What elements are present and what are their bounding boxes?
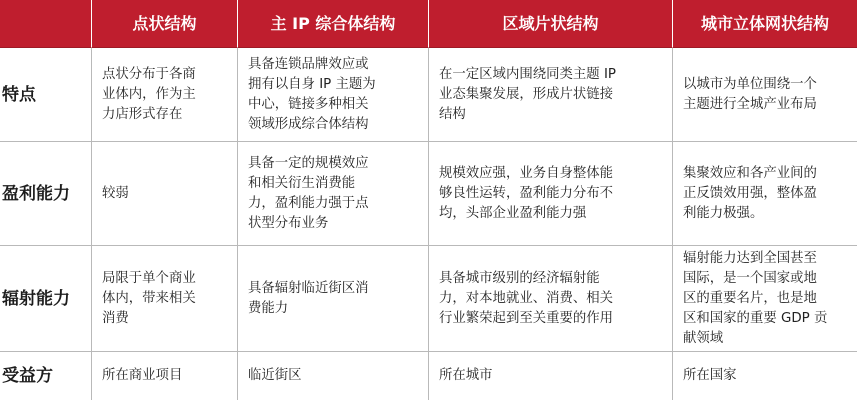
header-regional-structure: 区域片状结构	[429, 0, 673, 48]
table-cell: 辐射能力达到全国甚至 国际，是一个国家或地 区的重要名片，也是地 区和国家的重要 GDP 贡 献领域	[673, 246, 857, 352]
table-cell: 具备城市级别的经济辐射能 力，对本地就业、消费、相关 行业繁荣起到至关重要的作用	[429, 246, 673, 352]
header-ip-complex-structure: 主 IP 综合体结构	[238, 0, 429, 48]
header-point-structure: 点状结构	[92, 0, 238, 48]
table-cell: 所在国家	[683, 368, 737, 383]
table-cell: 所在商业项目	[92, 352, 238, 400]
table-cell: 所在城市	[429, 352, 673, 400]
table-cell: 具备一定的规模效应 和相关衍生消费能 力，盈利能力强于点 状型分布业务	[238, 142, 429, 246]
table-cell: 具备辐射临近街区消 费能力	[238, 246, 429, 352]
header-corner	[0, 0, 92, 48]
table-cell: 具备连锁品牌效应或 拥有以自身 IP 主题为 中心，链接多种相关 领域形成综合体结构	[238, 48, 429, 142]
table-cell: 在一定区域内围绕同类主题 IP 业态集聚发展，形成片状链接 结构	[429, 48, 673, 142]
table-cell: 规模效应强，业务自身整体能 够良性运转，盈利能力分布不 均，头部企业盈利能力强	[429, 142, 673, 246]
table-cell: 点状分布于各商 业体内，作为主 力店形式存在	[92, 48, 238, 142]
table-cell: 以城市为单位围绕一个 主题进行全城产业布局	[673, 48, 857, 142]
table-cell: 局限于单个商业 体内，带来相关 消费	[92, 246, 238, 352]
table-cell: 临近街区	[238, 352, 429, 400]
row-label-profitability: 盈利能力	[0, 142, 92, 246]
row-label-beneficiary: 受益方	[0, 352, 92, 400]
header-city-network-structure: 城市立体网状结构	[673, 0, 857, 48]
table-cell: 较弱	[92, 142, 238, 246]
table-cell: 集聚效应和各产业间的 正反馈效用强，整体盈 利能力极强。	[673, 142, 857, 246]
row-label-radiation: 辐射能力	[0, 246, 92, 352]
row-label-features: 特点	[0, 48, 92, 142]
